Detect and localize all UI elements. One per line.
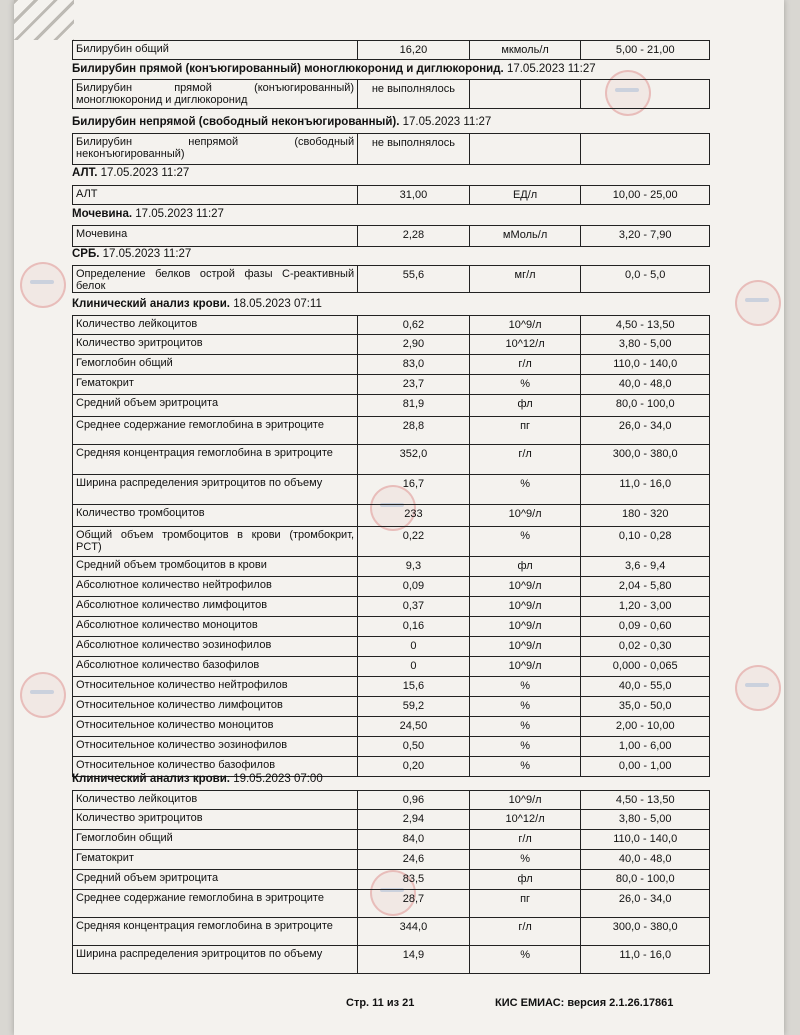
test-unit <box>470 134 582 164</box>
table-row <box>72 133 710 165</box>
test-name: Билирубин прямой (конъюгированный) моноглюкоронид и диглюкоронид <box>73 80 358 108</box>
test-unit: % <box>470 757 582 776</box>
table-row <box>72 527 710 557</box>
test-value: 81,9 <box>358 395 470 416</box>
section-heading <box>72 248 191 260</box>
table-row <box>72 335 710 355</box>
test-value: 16,20 <box>358 41 470 59</box>
test-name: Относительное количество моноцитов <box>73 717 358 736</box>
section-heading <box>72 773 323 785</box>
reference-range: 300,0 - 380,0 <box>612 448 678 460</box>
test-unit: 10^9/л <box>470 657 582 676</box>
test-name: Относительное количество эозинофилов <box>73 737 358 756</box>
test-value: 0,22 <box>358 527 470 556</box>
table-row <box>72 315 710 335</box>
test-unit: мкмоль/л <box>470 41 582 59</box>
test-value: 55,6 <box>358 266 470 292</box>
reference-range: 2,00 - 10,00 <box>615 720 675 732</box>
test-value: 16,7 <box>358 475 470 504</box>
binder-corner <box>14 0 74 40</box>
test-value: 23,7 <box>358 375 470 394</box>
reference-range: 4,50 - 13,50 <box>615 794 675 806</box>
test-name: Абсолютное количество лимфоцитов <box>73 597 358 616</box>
test-name: Общий объем тромбоцитов в крови (тромбокрит, PCT) <box>73 527 358 556</box>
table-row <box>72 557 710 577</box>
reference-range: 0,10 - 0,28 <box>618 530 672 542</box>
section-title: Клинический анализ крови. <box>72 298 230 310</box>
table-row <box>72 225 710 247</box>
table-row <box>72 677 710 697</box>
test-value: 233 <box>358 505 470 526</box>
test-name: Абсолютное количество нейтрофилов <box>73 577 358 596</box>
test-value: 0,37 <box>358 597 470 616</box>
test-name: Абсолютное количество базофилов <box>73 657 358 676</box>
test-unit: 10^12/л <box>470 335 582 354</box>
reference-range: 40,0 - 55,0 <box>618 680 672 692</box>
test-value: 0,09 <box>358 577 470 596</box>
test-name: Относительное количество нейтрофилов <box>73 677 358 696</box>
table-row <box>72 40 710 60</box>
test-name: Количество эритроцитов <box>73 810 358 829</box>
test-unit: 10^12/л <box>470 810 582 829</box>
section-date: 17.05.2023 11:27 <box>506 63 596 75</box>
test-unit: г/л <box>470 918 582 945</box>
test-name: Количество тромбоцитов <box>73 505 358 526</box>
table-row <box>72 265 710 293</box>
test-value: 0,16 <box>358 617 470 636</box>
test-name: Относительное количество лимфоцитов <box>73 697 358 716</box>
reference-range: 80,0 - 100,0 <box>615 398 675 410</box>
table-row <box>72 395 710 417</box>
reference-range: 300,0 - 380,0 <box>612 921 678 933</box>
test-name: Среднее содержание гемоглобина в эритроците <box>73 417 358 444</box>
reference-range: 11,0 - 16,0 <box>619 949 672 961</box>
test-value: 24,50 <box>358 717 470 736</box>
reference-range <box>581 134 709 164</box>
reference-range: 1,00 - 6,00 <box>618 740 672 752</box>
test-value: 0,96 <box>358 791 470 809</box>
test-value: 2,94 <box>358 810 470 829</box>
reference-range: 11,0 - 16,0 <box>619 478 672 490</box>
test-unit: % <box>470 946 582 973</box>
test-value: 0,50 <box>358 737 470 756</box>
section-date: 17.05.2023 11:27 <box>135 208 224 220</box>
reference-range: 0,00 - 1,00 <box>618 760 672 772</box>
test-unit: г/л <box>470 355 582 374</box>
test-name: Билирубин непрямой (свободный неконъюгированный) <box>73 134 358 164</box>
table-row <box>72 375 710 395</box>
reference-range: 26,0 - 34,0 <box>618 893 672 905</box>
table-row <box>72 637 710 657</box>
test-name: Средняя концентрация гемоглобина в эритроците <box>73 918 358 945</box>
section-title: Клинический анализ крови. <box>72 773 230 785</box>
test-name: Относительное количество базофилов <box>73 757 358 776</box>
test-value: 84,0 <box>358 830 470 849</box>
test-unit: % <box>470 527 582 556</box>
test-unit: % <box>470 475 582 504</box>
table-row <box>72 417 710 445</box>
test-name: Гемоглобин общий <box>73 355 358 374</box>
test-value: 0,62 <box>358 316 470 334</box>
test-value: 0 <box>358 637 470 656</box>
test-name: Средний объем эритроцита <box>73 395 358 416</box>
test-unit: пг <box>470 417 582 444</box>
test-value: 2,28 <box>358 226 470 246</box>
test-unit: % <box>470 697 582 716</box>
test-value: 15,6 <box>358 677 470 696</box>
test-value: не выполнялось <box>358 80 470 108</box>
reference-range: 110,0 - 140,0 <box>613 358 678 370</box>
reference-range: 10,00 - 25,00 <box>612 189 678 201</box>
test-value: 83,5 <box>358 870 470 889</box>
table-row <box>72 617 710 637</box>
test-name: Абсолютное количество эозинофилов <box>73 637 358 656</box>
test-value: не выполнялось <box>358 134 470 164</box>
test-name: Абсолютное количество моноцитов <box>73 617 358 636</box>
test-value: 28,7 <box>358 890 470 917</box>
test-name: Среднее содержание гемоглобина в эритроците <box>73 890 358 917</box>
test-unit: % <box>470 375 582 394</box>
watermark-stamp-icon <box>20 262 66 308</box>
test-name: АЛТ <box>73 186 358 204</box>
test-value: 2,90 <box>358 335 470 354</box>
test-name: Билирубин общий <box>73 41 358 59</box>
test-unit: г/л <box>470 445 582 474</box>
reference-range: 0,0 - 5,0 <box>625 269 666 281</box>
test-name: Средняя концентрация гемоглобина в эритроците <box>73 445 358 474</box>
test-value: 352,0 <box>358 445 470 474</box>
test-value: 59,2 <box>358 697 470 716</box>
test-value: 0 <box>358 657 470 676</box>
test-name: Определение белков острой фазы С-реактивный белок <box>73 266 358 292</box>
reference-range: 1,20 - 3,00 <box>618 600 672 612</box>
reference-range: 40,0 - 48,0 <box>618 378 672 390</box>
test-name: Мочевина <box>73 226 358 246</box>
test-name: Гемоглобин общий <box>73 830 358 849</box>
reference-range: 80,0 - 100,0 <box>615 873 675 885</box>
test-unit <box>470 80 582 108</box>
table-row <box>72 790 710 810</box>
table-row <box>72 355 710 375</box>
reference-range: 5,00 - 21,00 <box>615 44 675 56</box>
test-value: 9,3 <box>358 557 470 576</box>
table-row <box>72 850 710 870</box>
test-name: Количество лейкоцитов <box>73 316 358 334</box>
test-unit: пг <box>470 890 582 917</box>
test-name: Средний объем тромбоцитов в крови <box>73 557 358 576</box>
test-value: 14,9 <box>358 946 470 973</box>
reference-range: 2,04 - 5,80 <box>618 580 672 592</box>
section-heading <box>72 116 491 128</box>
reference-range: 0,09 - 0,60 <box>618 620 672 632</box>
test-value: 0,20 <box>358 757 470 776</box>
reference-range: 35,0 - 50,0 <box>618 700 672 712</box>
table-row <box>72 79 710 109</box>
reference-range: 110,0 - 140,0 <box>613 833 678 845</box>
reference-range: 180 - 320 <box>621 508 669 520</box>
test-value: 28,8 <box>358 417 470 444</box>
reference-range: 3,20 - 7,90 <box>618 229 672 241</box>
section-date: 17.05.2023 11:27 <box>102 248 192 260</box>
section-date: 17.05.2023 11:27 <box>100 167 190 179</box>
table-row <box>72 810 710 830</box>
table-row <box>72 946 710 974</box>
test-unit: 10^9/л <box>470 597 582 616</box>
section-heading <box>72 208 224 220</box>
section-heading <box>72 167 189 179</box>
section-title: Мочевина. <box>72 208 133 220</box>
reference-range: 3,6 - 9,4 <box>625 560 666 572</box>
reference-range: 40,0 - 48,0 <box>618 853 672 865</box>
table-row <box>72 737 710 757</box>
test-unit: 10^9/л <box>470 577 582 596</box>
reference-range: 0,02 - 0,30 <box>618 640 672 652</box>
test-unit: 10^9/л <box>470 316 582 334</box>
section-title: Билирубин прямой (конъюгированный) моноглюкоронид и диглюкоронид. <box>72 63 504 75</box>
test-name: Ширина распределения эритроцитов по объему <box>73 946 358 973</box>
table-row <box>72 445 710 475</box>
test-unit: мМоль/л <box>470 226 582 246</box>
section-heading <box>72 63 596 75</box>
reference-range: 3,80 - 5,00 <box>618 338 672 350</box>
test-unit: % <box>470 850 582 869</box>
table-row <box>72 717 710 737</box>
test-unit: мг/л <box>470 266 582 292</box>
table-row <box>72 185 710 205</box>
watermark-stamp-icon <box>735 280 781 326</box>
test-name: Количество лейкоцитов <box>73 791 358 809</box>
reference-range: 0,000 - 0,065 <box>612 660 678 672</box>
reference-range: 26,0 - 34,0 <box>618 420 672 432</box>
reference-range <box>581 80 709 108</box>
test-value: 344,0 <box>358 918 470 945</box>
reference-range: 3,80 - 5,00 <box>618 813 672 825</box>
test-name: Гематокрит <box>73 850 358 869</box>
test-value: 24,6 <box>358 850 470 869</box>
table-row <box>72 890 710 918</box>
test-name: Средний объем эритроцита <box>73 870 358 889</box>
section-title: СРБ. <box>72 248 100 260</box>
table-row <box>72 597 710 617</box>
section-date: 19.05.2023 07:00 <box>233 773 323 785</box>
test-unit: % <box>470 677 582 696</box>
table-row <box>72 505 710 527</box>
test-name: Гематокрит <box>73 375 358 394</box>
section-title: АЛТ. <box>72 167 98 179</box>
page-number: Стр. 11 из 21 <box>346 997 415 1009</box>
section-date: 17.05.2023 11:27 <box>402 116 492 128</box>
test-value: 31,00 <box>358 186 470 204</box>
test-unit: 10^9/л <box>470 505 582 526</box>
watermark-stamp-icon <box>735 665 781 711</box>
test-name: Количество эритроцитов <box>73 335 358 354</box>
table-row <box>72 657 710 677</box>
test-unit: фл <box>470 870 582 889</box>
test-unit: г/л <box>470 830 582 849</box>
table-row <box>72 918 710 946</box>
test-unit: % <box>470 717 582 736</box>
test-unit: 10^9/л <box>470 617 582 636</box>
section-heading <box>72 298 322 310</box>
test-name: Ширина распределения эритроцитов по объему <box>73 475 358 504</box>
test-unit: фл <box>470 395 582 416</box>
test-unit: 10^9/л <box>470 637 582 656</box>
test-value: 83,0 <box>358 355 470 374</box>
table-row <box>72 475 710 505</box>
table-row <box>72 830 710 850</box>
test-unit: фл <box>470 557 582 576</box>
system-version: КИС ЕМИАС: версия 2.1.26.17861 <box>495 997 674 1009</box>
section-date: 18.05.2023 07:11 <box>233 298 322 310</box>
table-row <box>72 870 710 890</box>
test-unit: % <box>470 737 582 756</box>
watermark-stamp-icon <box>20 672 66 718</box>
table-row <box>72 577 710 597</box>
section-title: Билирубин непрямой (свободный неконъюгированный). <box>72 116 400 128</box>
reference-range: 4,50 - 13,50 <box>615 319 675 331</box>
table-row <box>72 697 710 717</box>
test-unit: ЕД/л <box>470 186 582 204</box>
test-unit: 10^9/л <box>470 791 582 809</box>
